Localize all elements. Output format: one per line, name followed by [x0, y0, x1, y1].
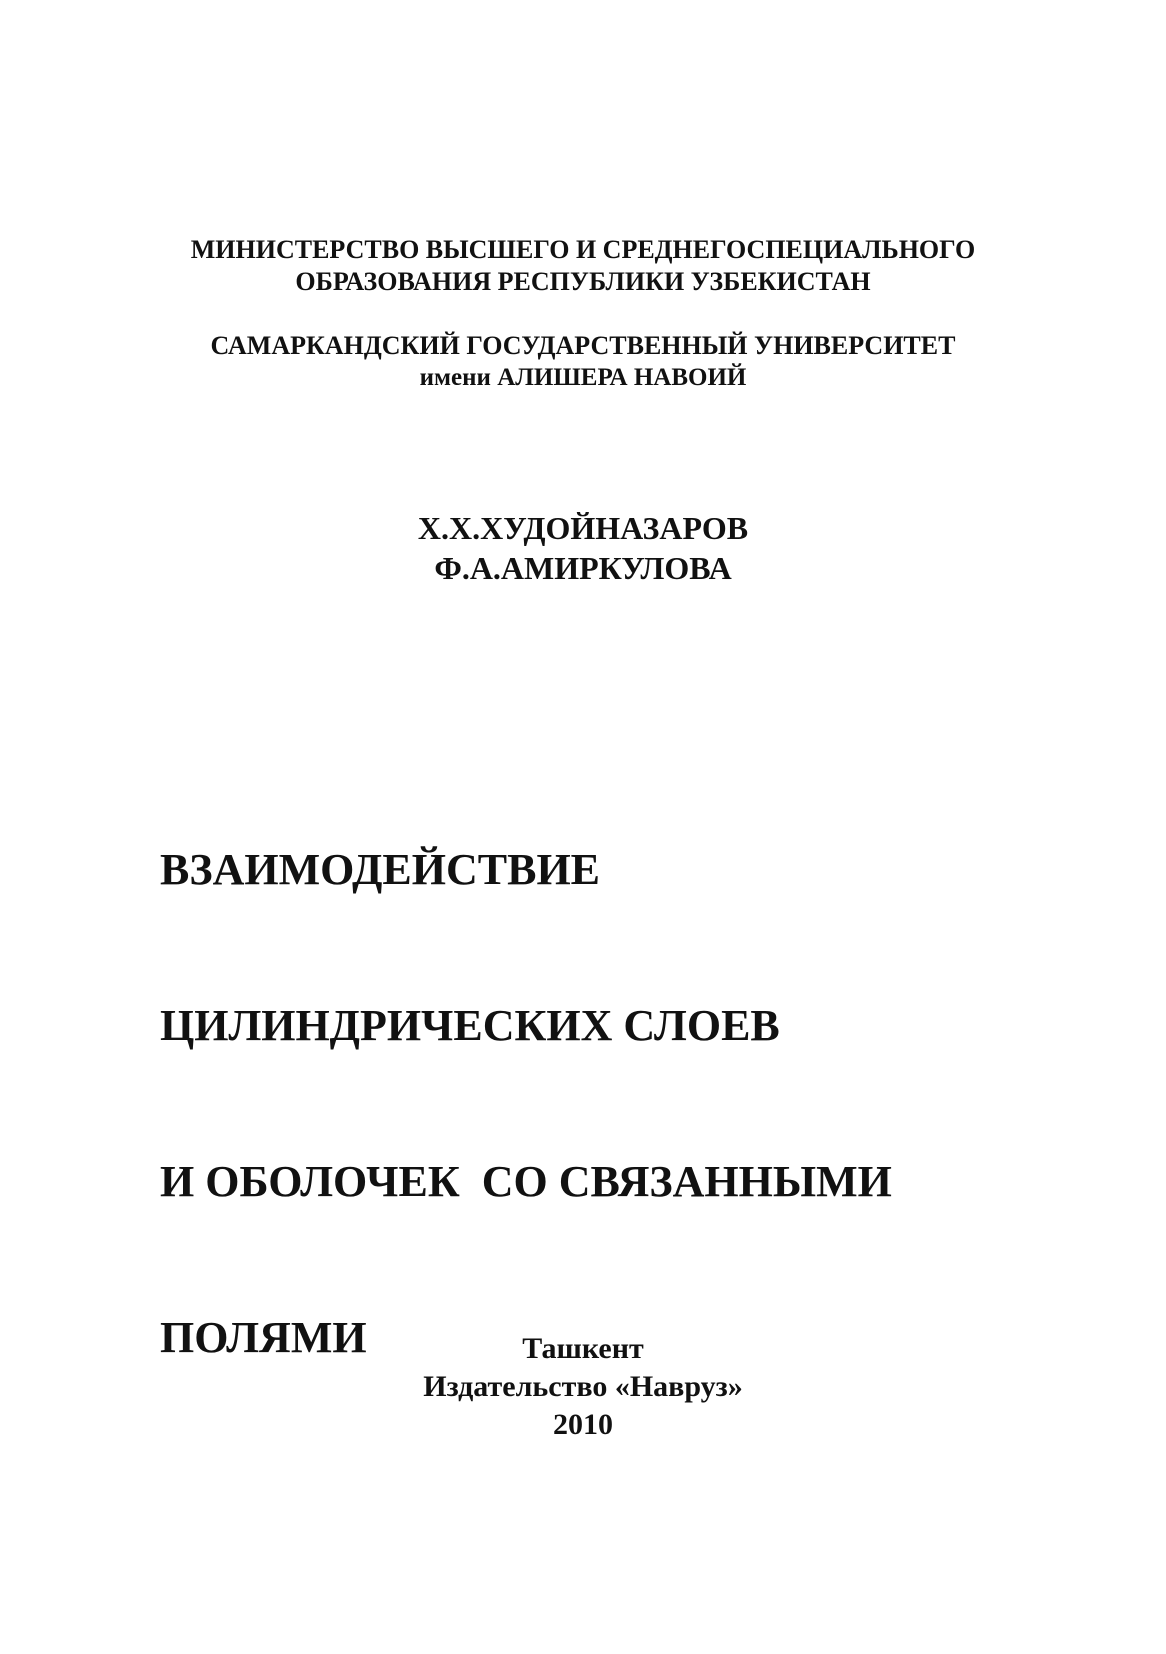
imprint-year: 2010: [553, 1408, 613, 1441]
title-line-2: ЦИЛИНДРИЧЕСКИХ СЛОЕВ: [160, 1001, 780, 1050]
ministry-header: [0, 234, 1166, 298]
ministry-line-2: ОБРАЗОВАНИЯ РЕСПУБЛИКИ УЗБЕКИСТАН: [295, 267, 871, 296]
imprint-city: Ташкент: [522, 1332, 644, 1365]
imprint-publisher: Издательство «Навруз»: [423, 1370, 743, 1403]
title-line-3: И ОБОЛОЧЕК СО СВЯЗАННЫМИ: [160, 1157, 892, 1206]
university-line-2: имени АЛИШЕРА НАВОИЙ: [419, 364, 747, 391]
university-line-1: САМАРКАНДСКИЙ ГОСУДАРСТВЕННЫЙ УНИВЕРСИТЕТ: [210, 331, 956, 360]
authors: [0, 508, 1166, 588]
university-header: [0, 330, 1166, 394]
title-line-4: ПОЛЯМИ: [160, 1313, 367, 1362]
imprint: [0, 1330, 1166, 1444]
author-1: Х.Х.ХУДОЙНАЗАРОВ: [417, 510, 749, 546]
author-2: Ф.А.АМИРКУЛОВА: [434, 550, 732, 586]
ministry-line-1: МИНИСТЕРСТВО ВЫСШЕГО И СРЕДНЕГОСПЕЦИАЛЬНОГО: [190, 235, 976, 264]
title-line-1: ВЗАИМОДЕЙСТВИЕ: [160, 845, 601, 894]
